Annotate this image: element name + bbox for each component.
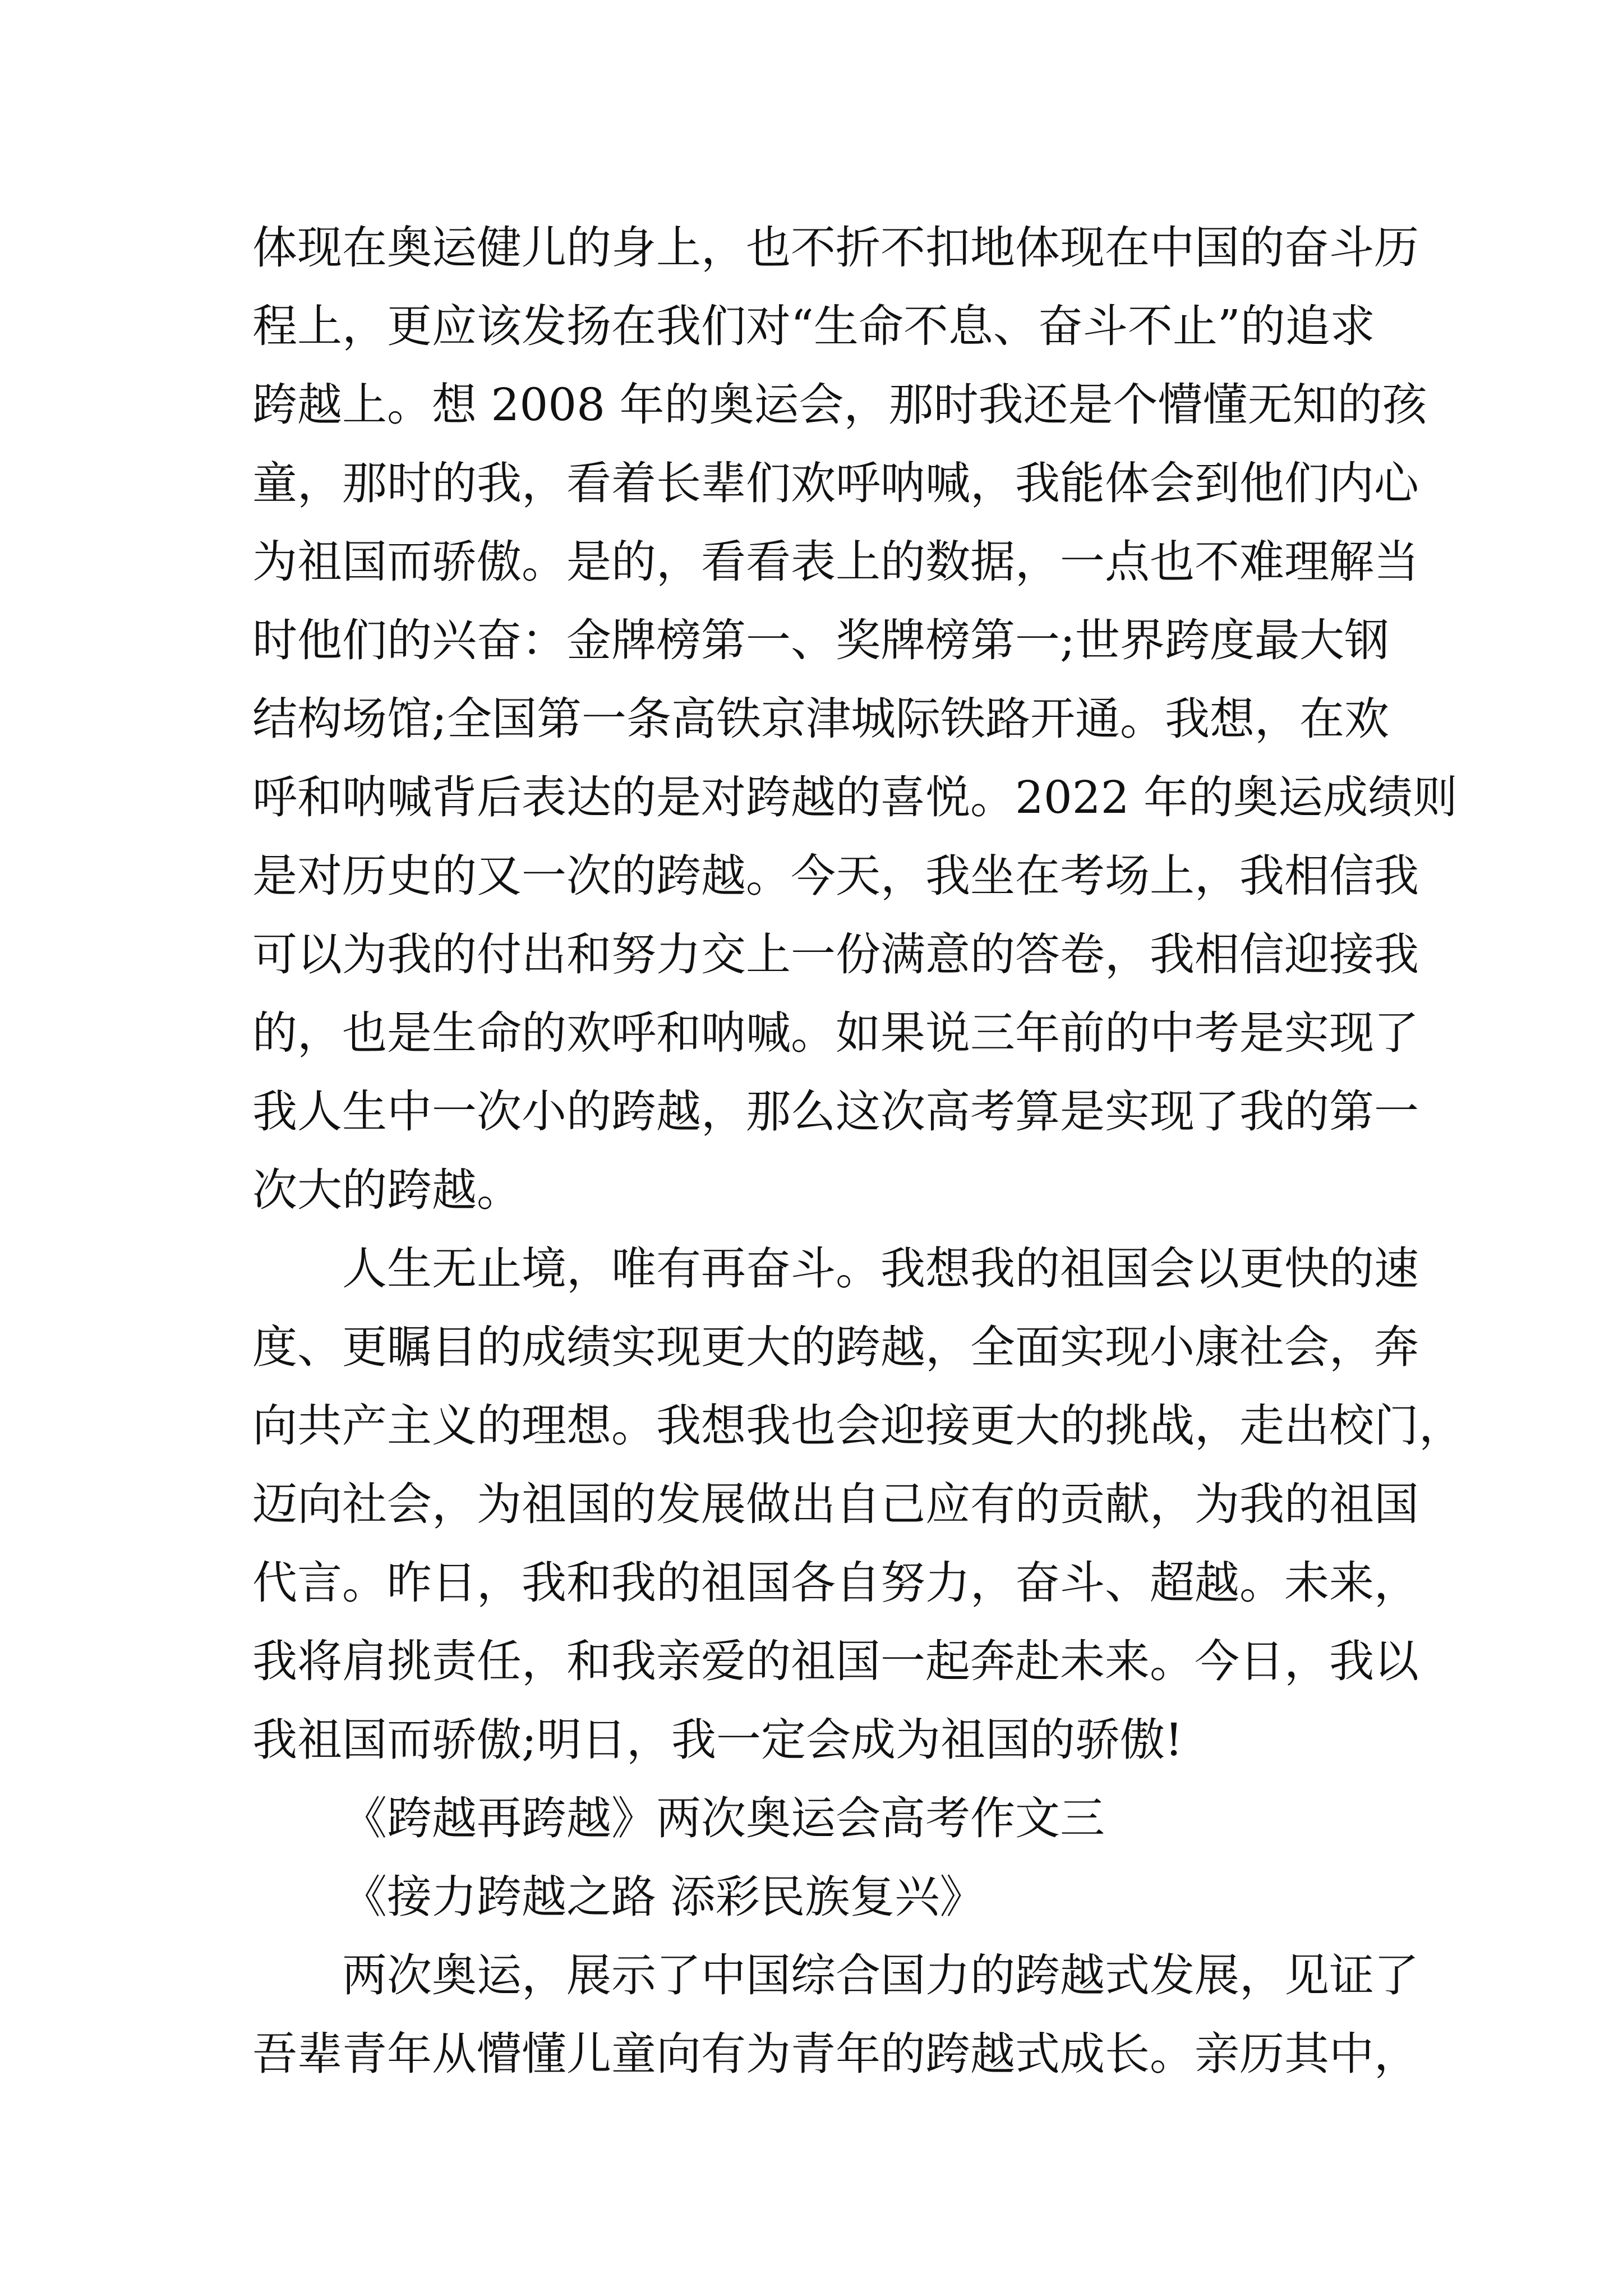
section-heading: 《跨越再跨越》两次奥运会高考作文三: [342, 1792, 1105, 1844]
paragraph-1-line-8: 呼和呐喊背后表达的是对跨越的喜悦。2022 年的奥运成绩则: [252, 771, 1458, 823]
paragraph-3-line-1: 两次奥运，展示了中国综合国力的跨越式发展，见证了: [342, 1949, 1419, 2001]
paragraph-1-line-4: 童，那时的我，看着长辈们欢呼呐喊，我能体会到他们内心: [252, 457, 1419, 509]
paragraph-2-line-4: 迈向社会，为祖国的发展做出自己应有的贡献，为我的祖国: [252, 1478, 1419, 1530]
paragraph-2-line-7: 我祖国而骄傲;明日，我一定会成为祖国的骄傲!: [252, 1714, 1183, 1766]
paragraph-2-line-6: 我将肩挑责任，和我亲爱的祖国一起奔赴未来。今日，我以: [252, 1635, 1419, 1687]
paragraph-2-line-1: 人生无止境，唯有再奋斗。我想我的祖国会以更快的速: [342, 1243, 1419, 1295]
paragraph-1-line-2: 程上，更应该发扬在我们对“生命不息、奋斗不止”的追求: [252, 300, 1375, 352]
paragraph-2-line-5: 代言。昨日，我和我的祖国各自努力，奋斗、超越。未来，: [252, 1557, 1419, 1609]
paragraph-2-line-3: 向共产主义的理想。我想我也会迎接更大的挑战，走出校门，: [252, 1400, 1464, 1452]
paragraph-1-line-1: 体现在奥运健儿的身上，也不折不扣地体现在中国的奋斗历: [252, 222, 1419, 274]
paragraph-1-line-12: 我人生中一次小的跨越，那么这次高考算是实现了我的第一: [252, 1085, 1419, 1138]
paragraph-1-line-3: 跨越上。想 2008 年的奥运会，那时我还是个懵懂无知的孩: [252, 379, 1427, 431]
paragraph-2-line-2: 度、更瞩目的成绩实现更大的跨越，全面实现小康社会，奔: [252, 1321, 1419, 1373]
paragraph-1-line-7: 结构场馆;全国第一条高铁京津城际铁路开通。我想，在欢: [252, 693, 1389, 745]
paragraph-1-line-5: 为祖国而骄傲。是的，看看表上的数据，一点也不难理解当: [252, 536, 1419, 588]
essay-title: 《接力跨越之路 添彩民族复兴》: [342, 1871, 985, 1923]
paragraph-1-line-13: 次大的跨越。: [252, 1164, 522, 1216]
paragraph-3-line-2: 吾辈青年从懵懂儿童向有为青年的跨越式成长。亲历其中，: [252, 2028, 1419, 2080]
paragraph-1-line-6: 时他们的兴奋：金牌榜第一、奖牌榜第一;世界跨度最大钢: [252, 614, 1389, 666]
paragraph-1-line-9: 是对历史的又一次的跨越。今天，我坐在考场上，我相信我: [252, 850, 1419, 902]
paragraph-1-line-11: 的，也是生命的欢呼和呐喊。如果说三年前的中考是实现了: [252, 1007, 1419, 1059]
paragraph-1-line-10: 可以为我的付出和努力交上一份满意的答卷，我相信迎接我: [252, 928, 1419, 981]
